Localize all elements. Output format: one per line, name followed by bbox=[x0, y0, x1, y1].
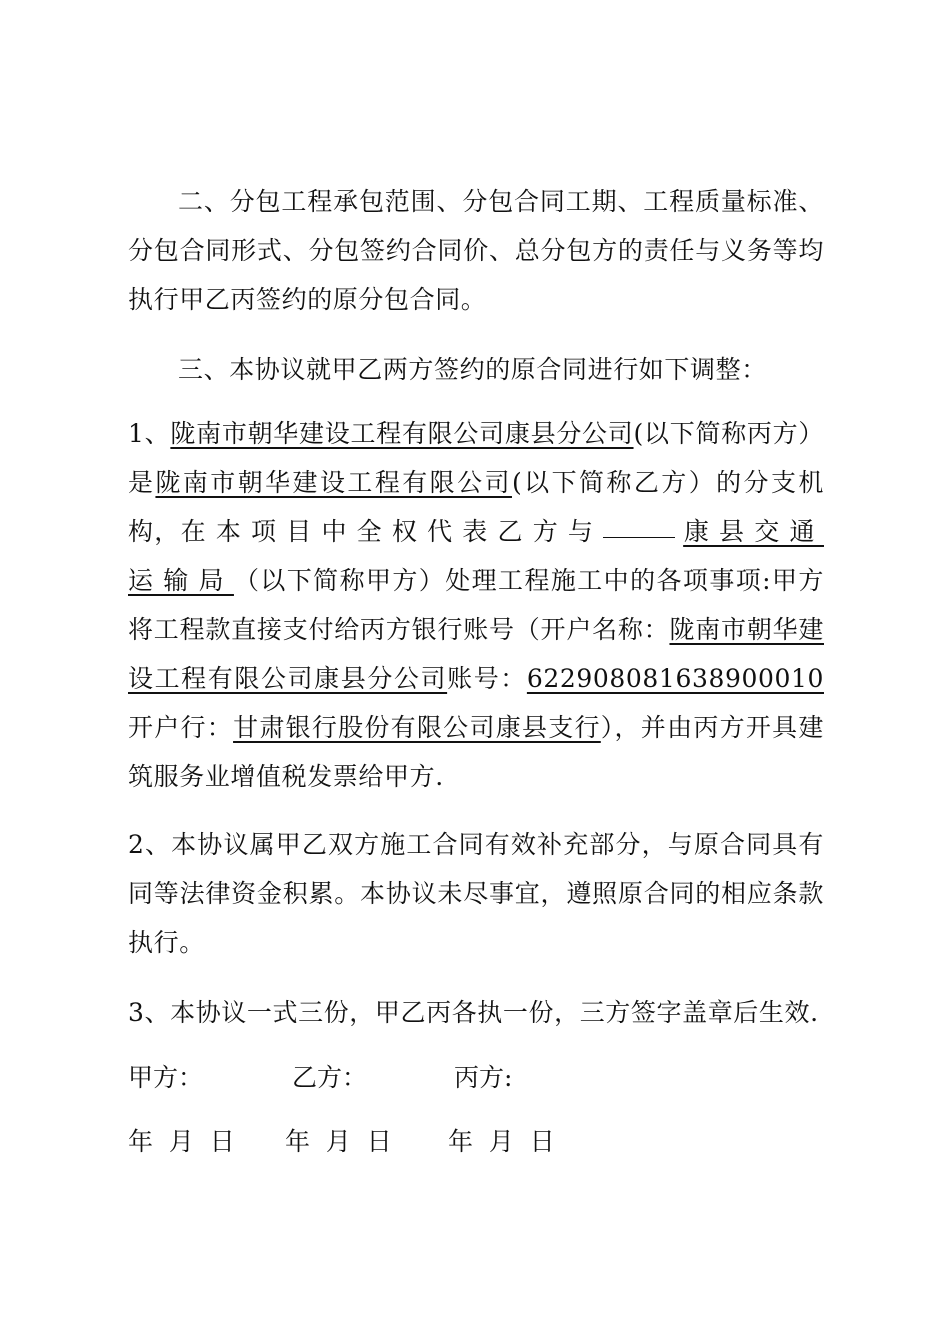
party-b-signature-label: 乙方： bbox=[292, 1063, 368, 1092]
section-3-heading-text: 三、本协议就甲乙两方签约的原合同进行如下调整： bbox=[178, 355, 767, 384]
party-a-name: 康县交通运输局 bbox=[128, 517, 824, 595]
clause-3-text: 3、本协议一式三份，甲乙丙各执一份，三方签字盖章后生效. bbox=[128, 998, 819, 1027]
clause-1-prefix: 1、 bbox=[128, 419, 171, 448]
clause-1-text-d: （以下简称甲方）处理工程施工中的各项事项:甲方将工程款直接支付给丙方银行账号（开户名称： bbox=[128, 566, 824, 644]
party-c-date: 年 月 日 bbox=[448, 1127, 555, 1156]
party-c-signature-label: 丙方: bbox=[454, 1063, 513, 1092]
clause-1-text-c1: 在本项目中全权代表乙方与 bbox=[180, 517, 604, 546]
company-b-name: 陇南市朝华建设工程有限公司 bbox=[155, 468, 512, 497]
date-row bbox=[128, 1122, 824, 1162]
section-2-text: 二、分包工程承包范围、分包合同工期、工程质量标准、分包合同形式、分包签约合同价、总分包方的责任与义务等均执行甲乙丙签约的原分包合同。 bbox=[128, 187, 824, 314]
party-a-blank-line bbox=[603, 536, 675, 538]
section-3-heading bbox=[128, 345, 824, 394]
clause-2-text: 2、本协议属甲乙双方施工合同有效补充部分，与原合同具有同等法律资金积累。本协议未尽事宜，遵照原合同的相应条款执行。 bbox=[128, 830, 824, 957]
bank-label: 开户行： bbox=[128, 713, 234, 742]
account-number: 622908081638900010 bbox=[526, 664, 824, 693]
clause-3-paragraph bbox=[128, 988, 824, 1037]
party-a-signature-label: 甲方： bbox=[128, 1063, 204, 1092]
account-name: 陇南市朝华建设工程有限公司康县分公司 bbox=[128, 615, 824, 693]
signature-row bbox=[128, 1058, 824, 1098]
bank-name: 甘肃银行股份有限公司康县支行 bbox=[233, 713, 601, 742]
party-b-date: 年 月 日 bbox=[285, 1127, 392, 1156]
party-a-date: 年 月 日 bbox=[128, 1127, 235, 1156]
clause-1-paragraph bbox=[128, 409, 824, 801]
section-2-paragraph bbox=[128, 177, 824, 324]
clause-1-text-b: (以下简称乙方）的分支机构， bbox=[128, 468, 824, 546]
clause-1-text-a: (以下简称丙方）是 bbox=[128, 419, 824, 497]
clause-1-text-e: ），并由丙方开具建筑服务业增值税发票给甲方. bbox=[128, 713, 824, 791]
clause-2-paragraph bbox=[128, 820, 824, 967]
company-c-name: 陇南市朝华建设工程有限公司康县分公司 bbox=[170, 419, 634, 448]
account-label: 账号： bbox=[447, 664, 527, 693]
